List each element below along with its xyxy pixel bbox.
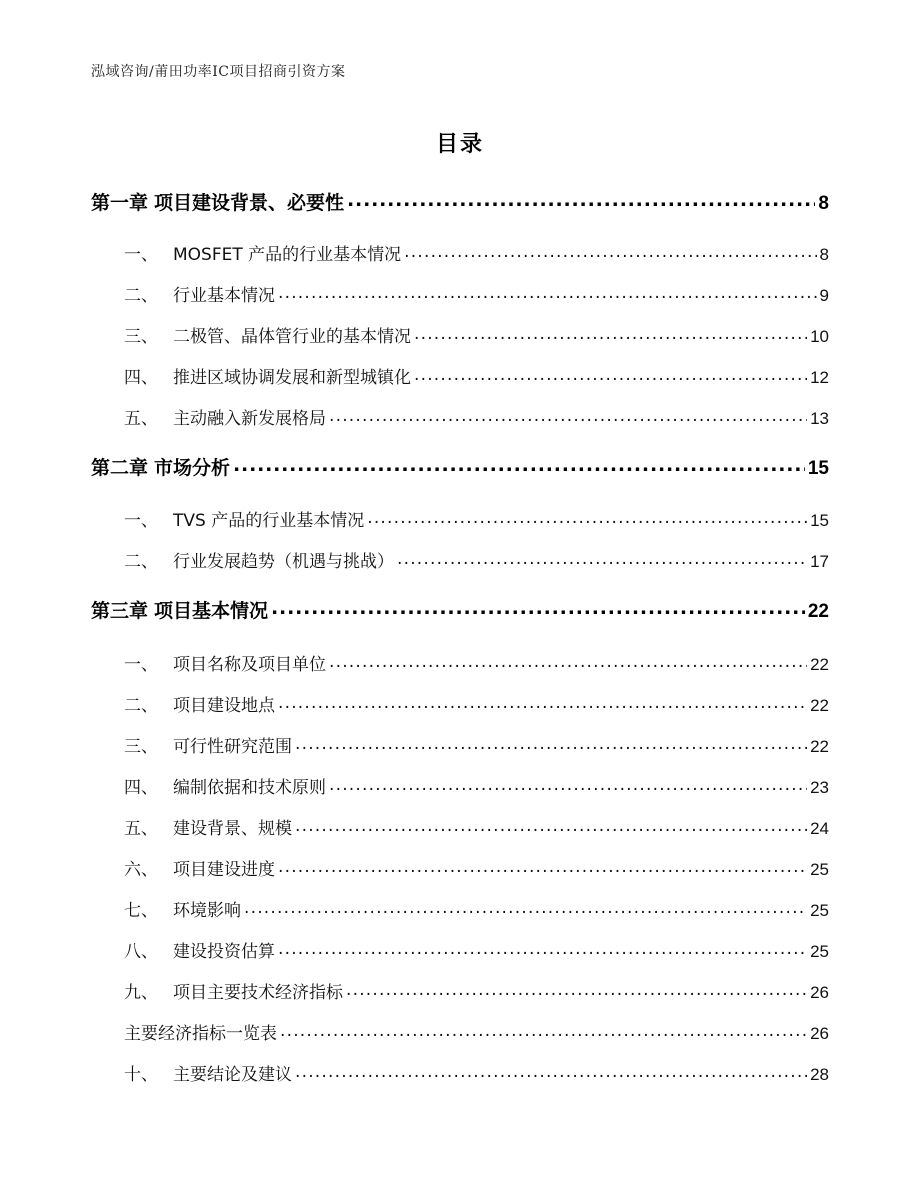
- toc-entry-title: 项目建设进度: [173, 860, 275, 880]
- toc-section-entry[interactable]: [124, 1060, 829, 1085]
- toc-page-number: 8: [818, 193, 829, 214]
- toc-entry-title: 可行性研究范围: [173, 737, 292, 757]
- toc-dot-leader: [329, 776, 807, 793]
- toc-page-number: 13: [810, 409, 829, 428]
- toc-entry-number: 五、: [124, 819, 158, 839]
- toc-entry-title: 环境影响: [173, 901, 241, 921]
- toc-entry-title: 主要经济指标一览表: [124, 1024, 277, 1044]
- toc-dot-leader: [397, 550, 807, 567]
- toc-page-number: 9: [819, 286, 829, 305]
- toc-dot-leader: [329, 407, 807, 424]
- toc-chapter-entry[interactable]: [91, 188, 829, 215]
- toc-entry-number: 九、: [124, 983, 158, 1003]
- toc-entry-number: 一、: [124, 511, 158, 531]
- toc-dot-leader: [271, 598, 805, 617]
- toc-page-number: 22: [810, 655, 829, 674]
- toc-page-number: 23: [810, 778, 829, 797]
- toc-entry-number: 三、: [124, 327, 158, 347]
- toc-section-entry[interactable]: [124, 506, 829, 531]
- toc-dot-leader: [295, 1063, 807, 1080]
- toc-entry-title: 项目建设地点: [173, 696, 275, 716]
- toc-dot-leader: [295, 817, 807, 834]
- toc-dot-leader: [278, 940, 807, 957]
- toc-entry-title: 推进区域协调发展和新型城镇化: [173, 368, 411, 388]
- toc-dot-leader: [347, 190, 815, 209]
- toc-entry-number: 四、: [124, 778, 158, 798]
- toc-entry-title: 市场分析: [154, 457, 231, 479]
- toc-section-entry[interactable]: [124, 404, 829, 429]
- running-header: 泓域咨询/莆田功率IC项目招商引资方案: [91, 64, 346, 80]
- toc-page-number: 25: [810, 901, 829, 920]
- toc-entry-title: 主要结论及建议: [173, 1065, 292, 1085]
- toc-entry-number: 二、: [124, 286, 158, 306]
- toc-page-number: 17: [810, 552, 829, 571]
- toc-page-number: 10: [810, 327, 829, 346]
- toc-section-entry[interactable]: [124, 814, 829, 839]
- toc-entry-number: 一、: [124, 655, 158, 675]
- toc-chapter-entry[interactable]: [91, 596, 829, 623]
- toc-section-entry[interactable]: [124, 281, 829, 306]
- toc-dot-leader: [367, 509, 807, 526]
- toc-section-entry[interactable]: [124, 650, 829, 675]
- toc-entry-title: 行业基本情况: [173, 286, 275, 306]
- toc-entry-title: 建设背景、规模: [173, 819, 292, 839]
- toc-dot-leader: [280, 1022, 807, 1039]
- toc-page-number: 25: [810, 942, 829, 961]
- toc-entry-number: 第二章: [91, 457, 149, 479]
- toc-section-entry[interactable]: [124, 773, 829, 798]
- toc-section-entry[interactable]: [124, 732, 829, 757]
- toc-page-number: 12: [810, 368, 829, 387]
- toc-page-number: 22: [810, 696, 829, 715]
- toc-entry-title: 项目基本情况: [154, 600, 269, 622]
- toc-entry-number: 第一章: [91, 192, 149, 214]
- toc-entry-number: 二、: [124, 552, 158, 572]
- toc-section-entry[interactable]: [124, 1019, 829, 1044]
- toc-chapter-entry[interactable]: [91, 453, 829, 480]
- toc-entry-title: 建设投资估算: [173, 942, 275, 962]
- toc-dot-leader: [233, 455, 805, 474]
- toc-section-entry[interactable]: [124, 855, 829, 880]
- toc-dot-leader: [346, 981, 807, 998]
- toc-entry-number: 十、: [124, 1065, 158, 1085]
- toc-page-number: 15: [810, 511, 829, 530]
- toc-entry-number: 八、: [124, 942, 158, 962]
- toc-page-number: 28: [810, 1065, 829, 1084]
- toc-section-entry[interactable]: [124, 896, 829, 921]
- toc-entry-title: 项目建设背景、必要性: [154, 192, 345, 214]
- toc-entry-title: MOSFET 产品的行业基本情况: [173, 245, 402, 265]
- toc-dot-leader: [278, 284, 817, 301]
- toc-page-number: 24: [810, 819, 829, 838]
- toc-dot-leader: [404, 243, 816, 260]
- toc-entry-title: 项目名称及项目单位: [173, 655, 326, 675]
- toc-section-entry[interactable]: [124, 691, 829, 716]
- toc-page-number: 22: [807, 601, 829, 622]
- toc-entry-number: 二、: [124, 696, 158, 716]
- toc-dot-leader: [244, 899, 807, 916]
- toc-title: 目录: [435, 132, 484, 157]
- toc-entry-title: 项目主要技术经济指标: [173, 983, 343, 1003]
- toc-dot-leader: [278, 858, 807, 875]
- toc-section-entry[interactable]: [124, 322, 829, 347]
- toc-dot-leader: [278, 694, 807, 711]
- toc-entry-number: 五、: [124, 409, 158, 429]
- toc-section-entry[interactable]: [124, 240, 829, 265]
- toc-entry-number: 一、: [124, 245, 158, 265]
- toc-entry-title: 编制依据和技术原则: [173, 778, 326, 798]
- toc-dot-leader: [329, 653, 807, 670]
- toc-entry-number: 七、: [124, 901, 158, 921]
- toc-dot-leader: [295, 735, 807, 752]
- toc-dot-leader: [414, 366, 807, 383]
- toc-entry-title: 主动融入新发展格局: [173, 409, 326, 429]
- toc-dot-leader: [414, 325, 807, 342]
- toc-entry-title: 行业发展趋势（机遇与挑战）: [173, 552, 394, 572]
- toc-entry-number: 第三章: [91, 600, 149, 622]
- toc-page-number: 22: [810, 737, 829, 756]
- toc-section-entry[interactable]: [124, 937, 829, 962]
- toc-page-number: 8: [819, 245, 829, 264]
- toc-section-entry[interactable]: [124, 363, 829, 388]
- toc-entry-number: 六、: [124, 860, 158, 880]
- toc-page-number: 15: [807, 458, 829, 479]
- toc-page-number: 25: [810, 860, 829, 879]
- toc-entry-number: 四、: [124, 368, 158, 388]
- toc-section-entry[interactable]: [124, 978, 829, 1003]
- toc-page-number: 26: [810, 983, 829, 1002]
- toc-entry-title: 二极管、晶体管行业的基本情况: [173, 327, 411, 347]
- toc-entry-number: 三、: [124, 737, 158, 757]
- toc-page-number: 26: [810, 1024, 829, 1043]
- toc-section-entry[interactable]: [124, 547, 829, 572]
- toc-entry-title: TVS 产品的行业基本情况: [173, 511, 365, 531]
